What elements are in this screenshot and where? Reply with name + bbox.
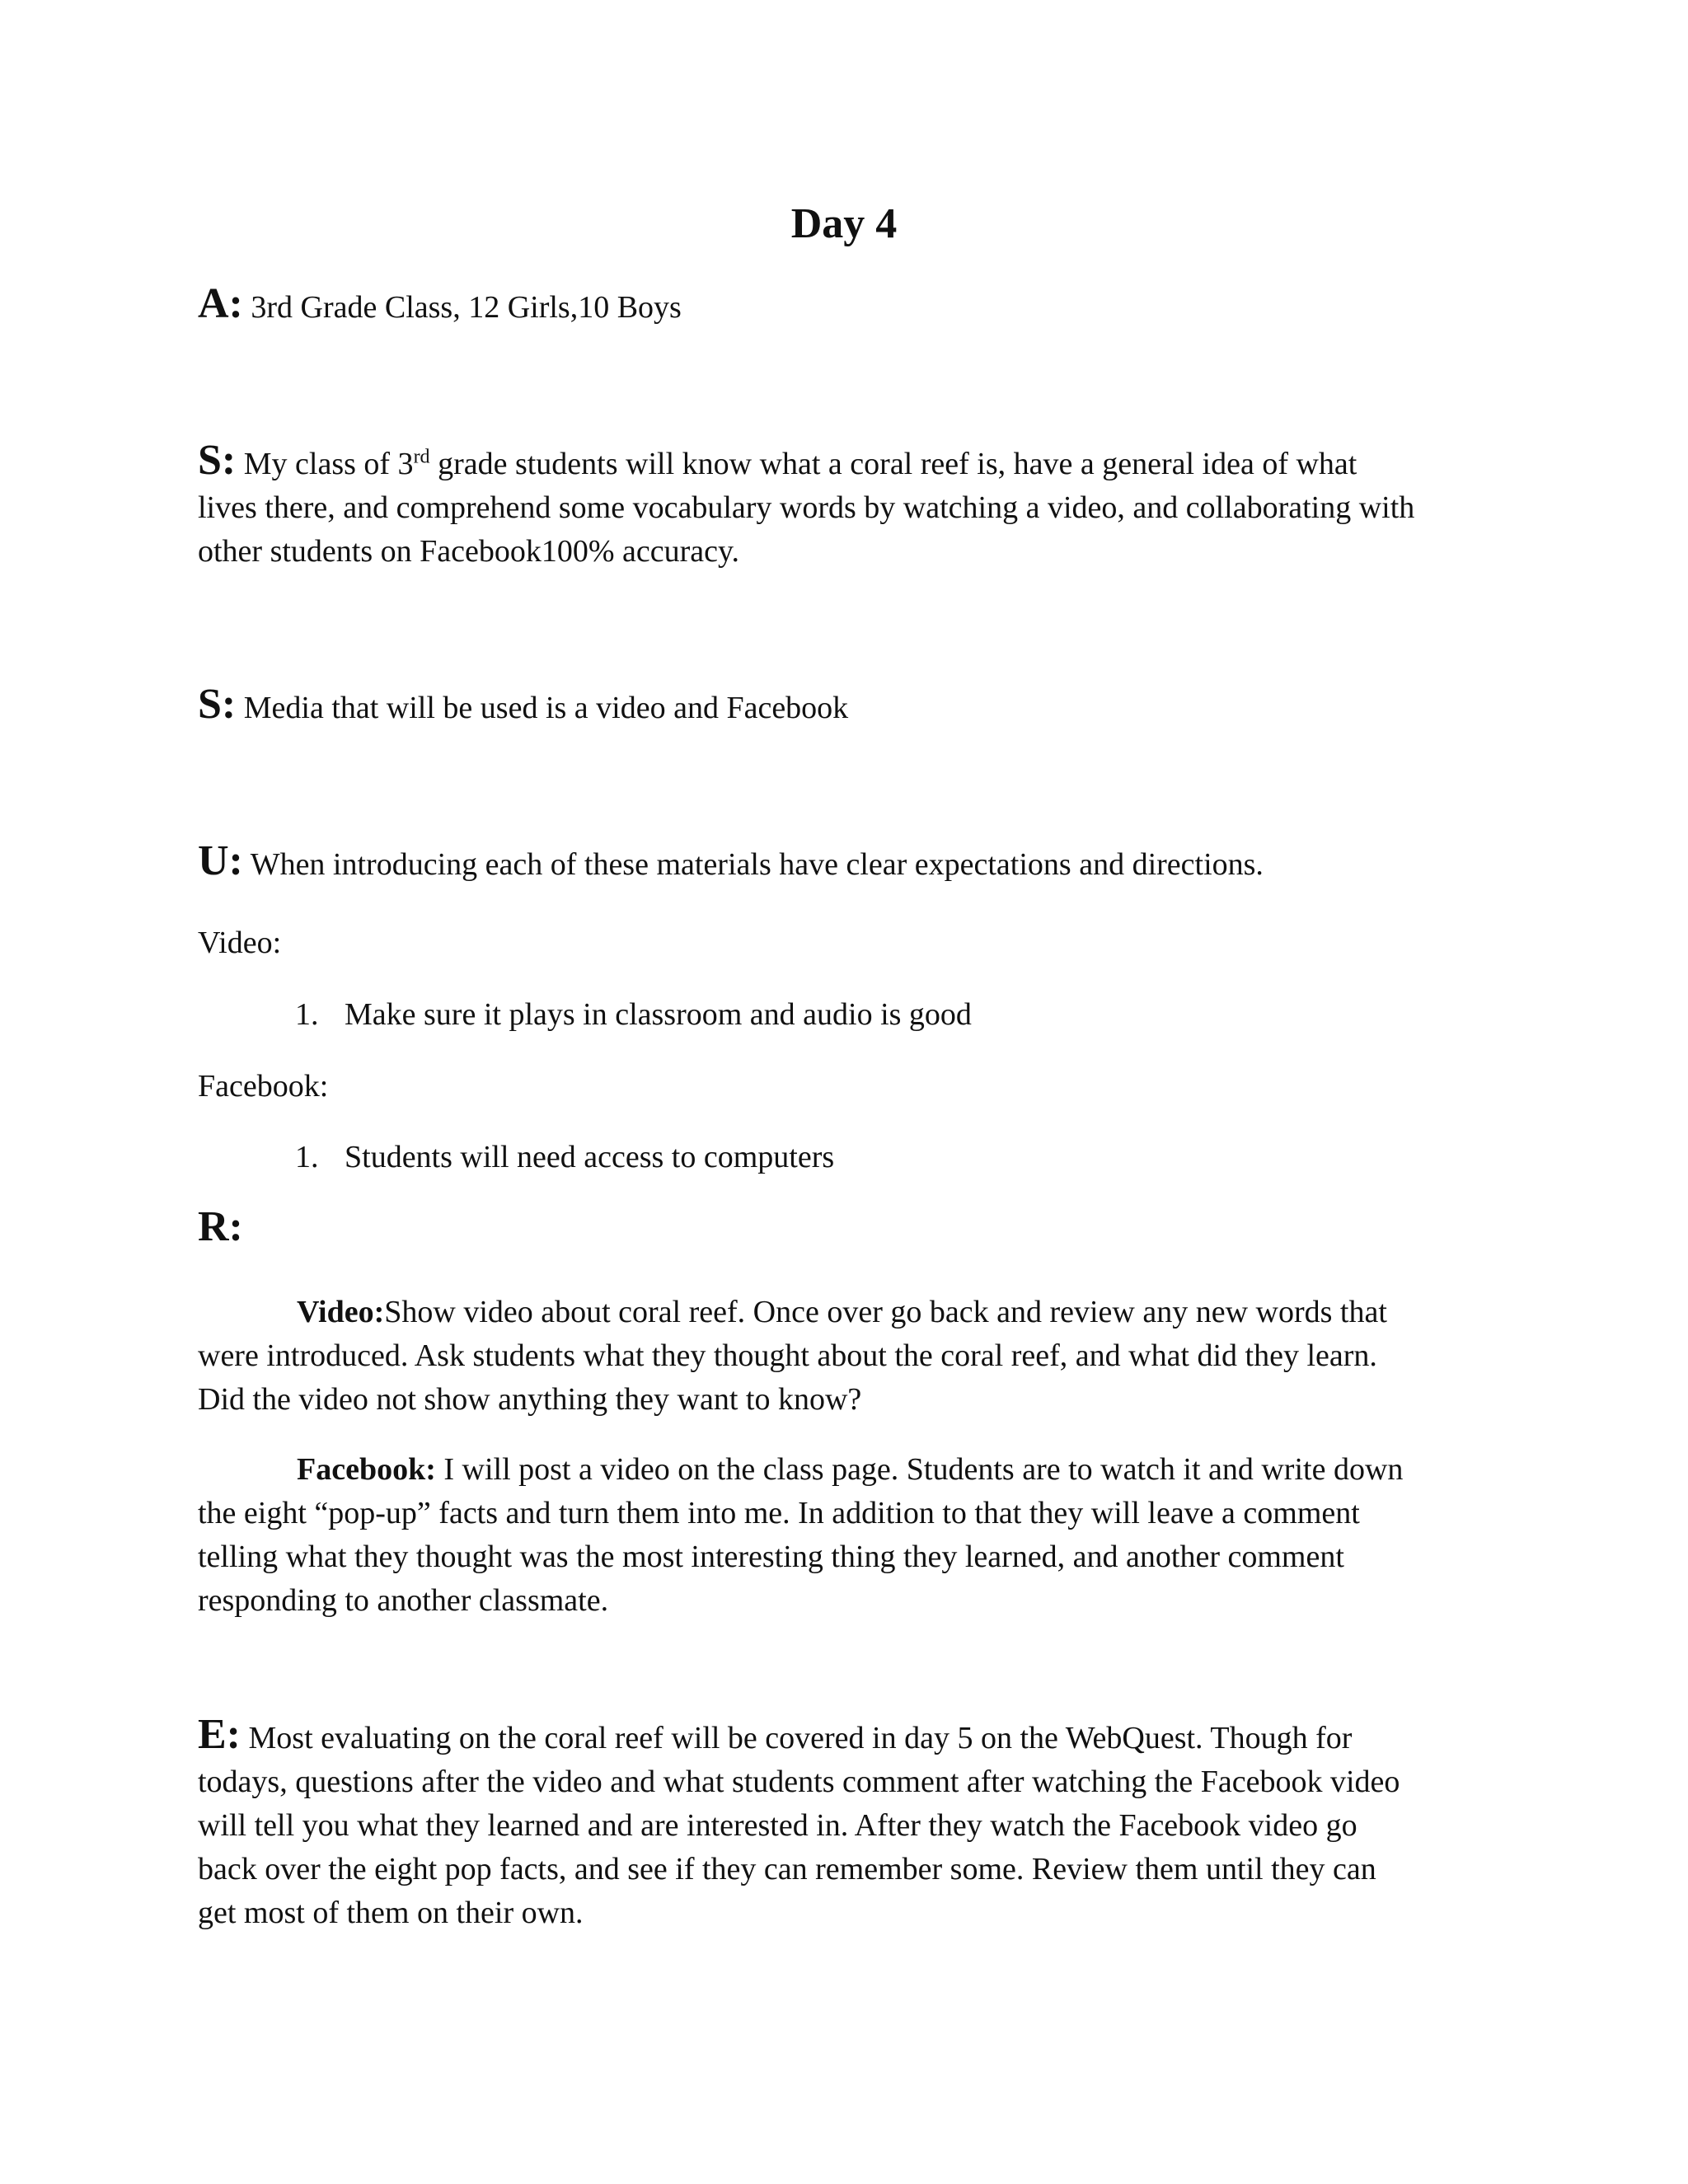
section-s-objective-text-post: grade students will know what a coral reef is, have a general idea of what [438, 447, 1357, 481]
section-u-text: When introducing each of these materials have clear expectations and directions. [250, 847, 1264, 882]
section-e-line-5: get most of them on their own. [198, 1896, 584, 1930]
section-s-objective-letter: S: [198, 437, 237, 484]
section-s-media [198, 682, 1517, 730]
video-list-text: Make sure it plays in classroom and audio is good [345, 997, 972, 1032]
section-u [198, 839, 1517, 887]
section-s-objective-text-pre: My class of 3 [243, 447, 414, 481]
section-s-media-text: Media that will be used is a video and Facebook [243, 691, 849, 725]
section-a [198, 282, 1517, 330]
section-e-line-4: back over the eight pop facts, and see if they can remember some. Review them until they can [198, 1852, 1376, 1886]
r-video-line-3: Did the video not show anything they want to know? [198, 1382, 862, 1417]
page-title: Day 4 [790, 200, 898, 247]
section-e-line-2: todays, questions after the video and what students comment after watching the Facebook video [198, 1765, 1400, 1799]
section-e-line-1: Most evaluating on the coral reef will be covered in day 5 on the WebQuest. Though for [248, 1721, 1353, 1755]
r-facebook-line-2: the eight “pop-up” facts and turn them into me. In addition to that they will leave a comment [198, 1496, 1360, 1530]
section-a-text: 3rd Grade Class, 12 Girls,10 Boys [251, 290, 682, 325]
facebook-list-number: 1. [295, 1140, 319, 1174]
section-u-letter: U: [198, 837, 243, 884]
facebook-label: Facebook: [198, 1069, 329, 1104]
video-label: Video: [198, 926, 282, 960]
r-video-line-1: Show video about coral reef. Once over go back and review any new words that [384, 1295, 1387, 1329]
r-facebook-paragraph [198, 1448, 1517, 1623]
video-list-item [295, 993, 972, 1037]
section-r-letter: R: [198, 1203, 243, 1250]
r-video-line-2: were introduced. Ask students what they thought about the coral reef, and what did they learn. [198, 1338, 1377, 1373]
section-s-objective-line-2: lives there, and comprehend some vocabulary words by watching a video, and collaborating with [198, 490, 1415, 525]
r-facebook-line-4: responding to another classmate. [198, 1583, 609, 1618]
section-e-letter: E: [198, 1711, 241, 1758]
ordinal-superscript: rd [413, 446, 430, 468]
section-r [198, 1205, 1517, 1253]
r-facebook-line-3: telling what they thought was the most interesting thing they learned, and another comment [198, 1540, 1344, 1574]
facebook-list-text: Students will need access to computers [345, 1140, 835, 1174]
r-facebook-line-1: I will post a video on the class page. Students are to watch it and write down [443, 1452, 1404, 1487]
r-video-paragraph [198, 1291, 1517, 1422]
section-a-letter: A: [198, 280, 243, 327]
facebook-list-item [295, 1136, 834, 1179]
section-s-objective [198, 438, 1517, 574]
r-video-heading: Video: [297, 1295, 385, 1329]
section-e [198, 1713, 1517, 1935]
section-s-media-letter: S: [198, 681, 237, 728]
video-list-number: 1. [295, 997, 319, 1032]
section-s-objective-line-3: other students on Facebook100% accuracy. [198, 534, 740, 569]
section-e-line-3: will tell you what they learned and are interested in. After they watch the Facebook video go [198, 1808, 1357, 1843]
r-facebook-heading: Facebook: [297, 1452, 436, 1487]
